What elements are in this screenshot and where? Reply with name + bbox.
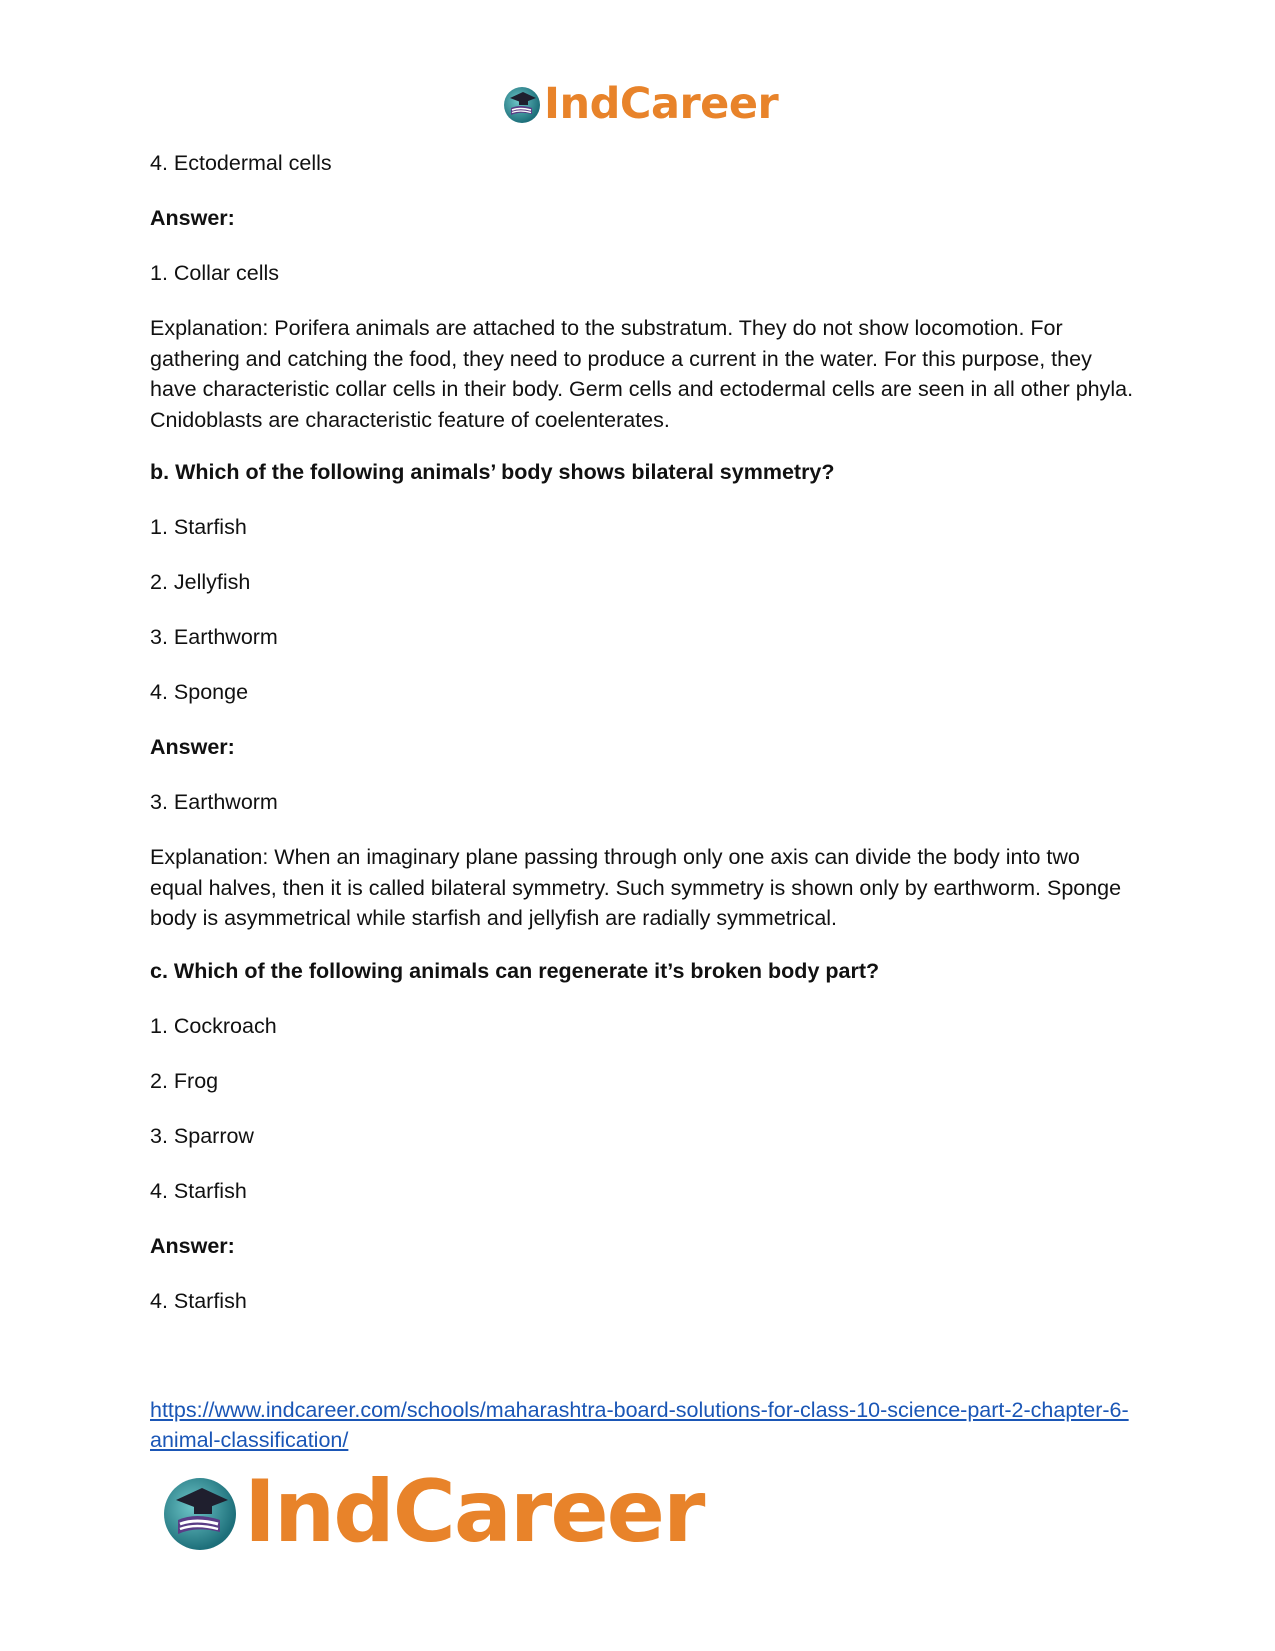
answer-c: 4. Starfish — [150, 1288, 247, 1313]
option-c-3: 3. Sparrow — [150, 1123, 254, 1148]
footer-logo-text: IndCareer — [244, 1462, 704, 1562]
explanation-a: Explanation: Porifera animals are attached to the substratum. They do not show locomotion. For gathering and catching the food, they need to produce a current in the water. For this purpose, they have characteristic collar cells in their body. Germ cells and ectodermal cells are seen in all other phyla. Cnidoblasts are characteristic feature of coelenterates. — [150, 316, 1134, 432]
option-c-1: 1. Cockroach — [150, 1013, 277, 1038]
footer-logo — [160, 1462, 704, 1562]
document-body — [150, 148, 1135, 1456]
option-c-2: 2. Frog — [150, 1068, 219, 1093]
header-logo — [502, 78, 778, 130]
source-link[interactable]: https://www.indcareer.com/schools/maharashtra-board-solutions-for-class-10-science-part-2-chapter-6-animal-classification/ — [150, 1397, 1129, 1452]
answer-b-label: Answer: — [150, 735, 235, 759]
option-c-4: 4. Starfish — [150, 1178, 247, 1203]
answer-a-label: Answer: — [150, 206, 235, 230]
option-b-4: 4. Sponge — [150, 680, 249, 704]
indcareer-emblem-icon — [160, 1472, 240, 1552]
indcareer-emblem-icon — [502, 84, 542, 124]
question-b: b. Which of the following animals’ body shows bilateral symmetry? — [150, 460, 835, 484]
question-c: c. Which of the following animals can regenerate it’s broken body part? — [150, 958, 880, 983]
option-b-3: 3. Earthworm — [150, 625, 278, 649]
explanation-b: Explanation: When an imaginary plane passing through only one axis can divide the body into two equal halves, then it is called bilateral symmetry. Such symmetry is shown only by earthworm. Sponge body is asymmetrical while starfish and jellyfish are radially symmetrical. — [150, 845, 1122, 930]
spacer — [150, 1341, 1135, 1395]
option-b-2: 2. Jellyfish — [150, 570, 251, 594]
answer-b: 3. Earthworm — [150, 790, 278, 814]
option-b-1: 1. Starfish — [150, 515, 247, 539]
header-logo-text: IndCareer — [544, 78, 779, 129]
previous-option-4: 4. Ectodermal cells — [150, 151, 332, 175]
answer-a: 1. Collar cells — [150, 261, 280, 285]
answer-c-label: Answer: — [150, 1233, 235, 1258]
